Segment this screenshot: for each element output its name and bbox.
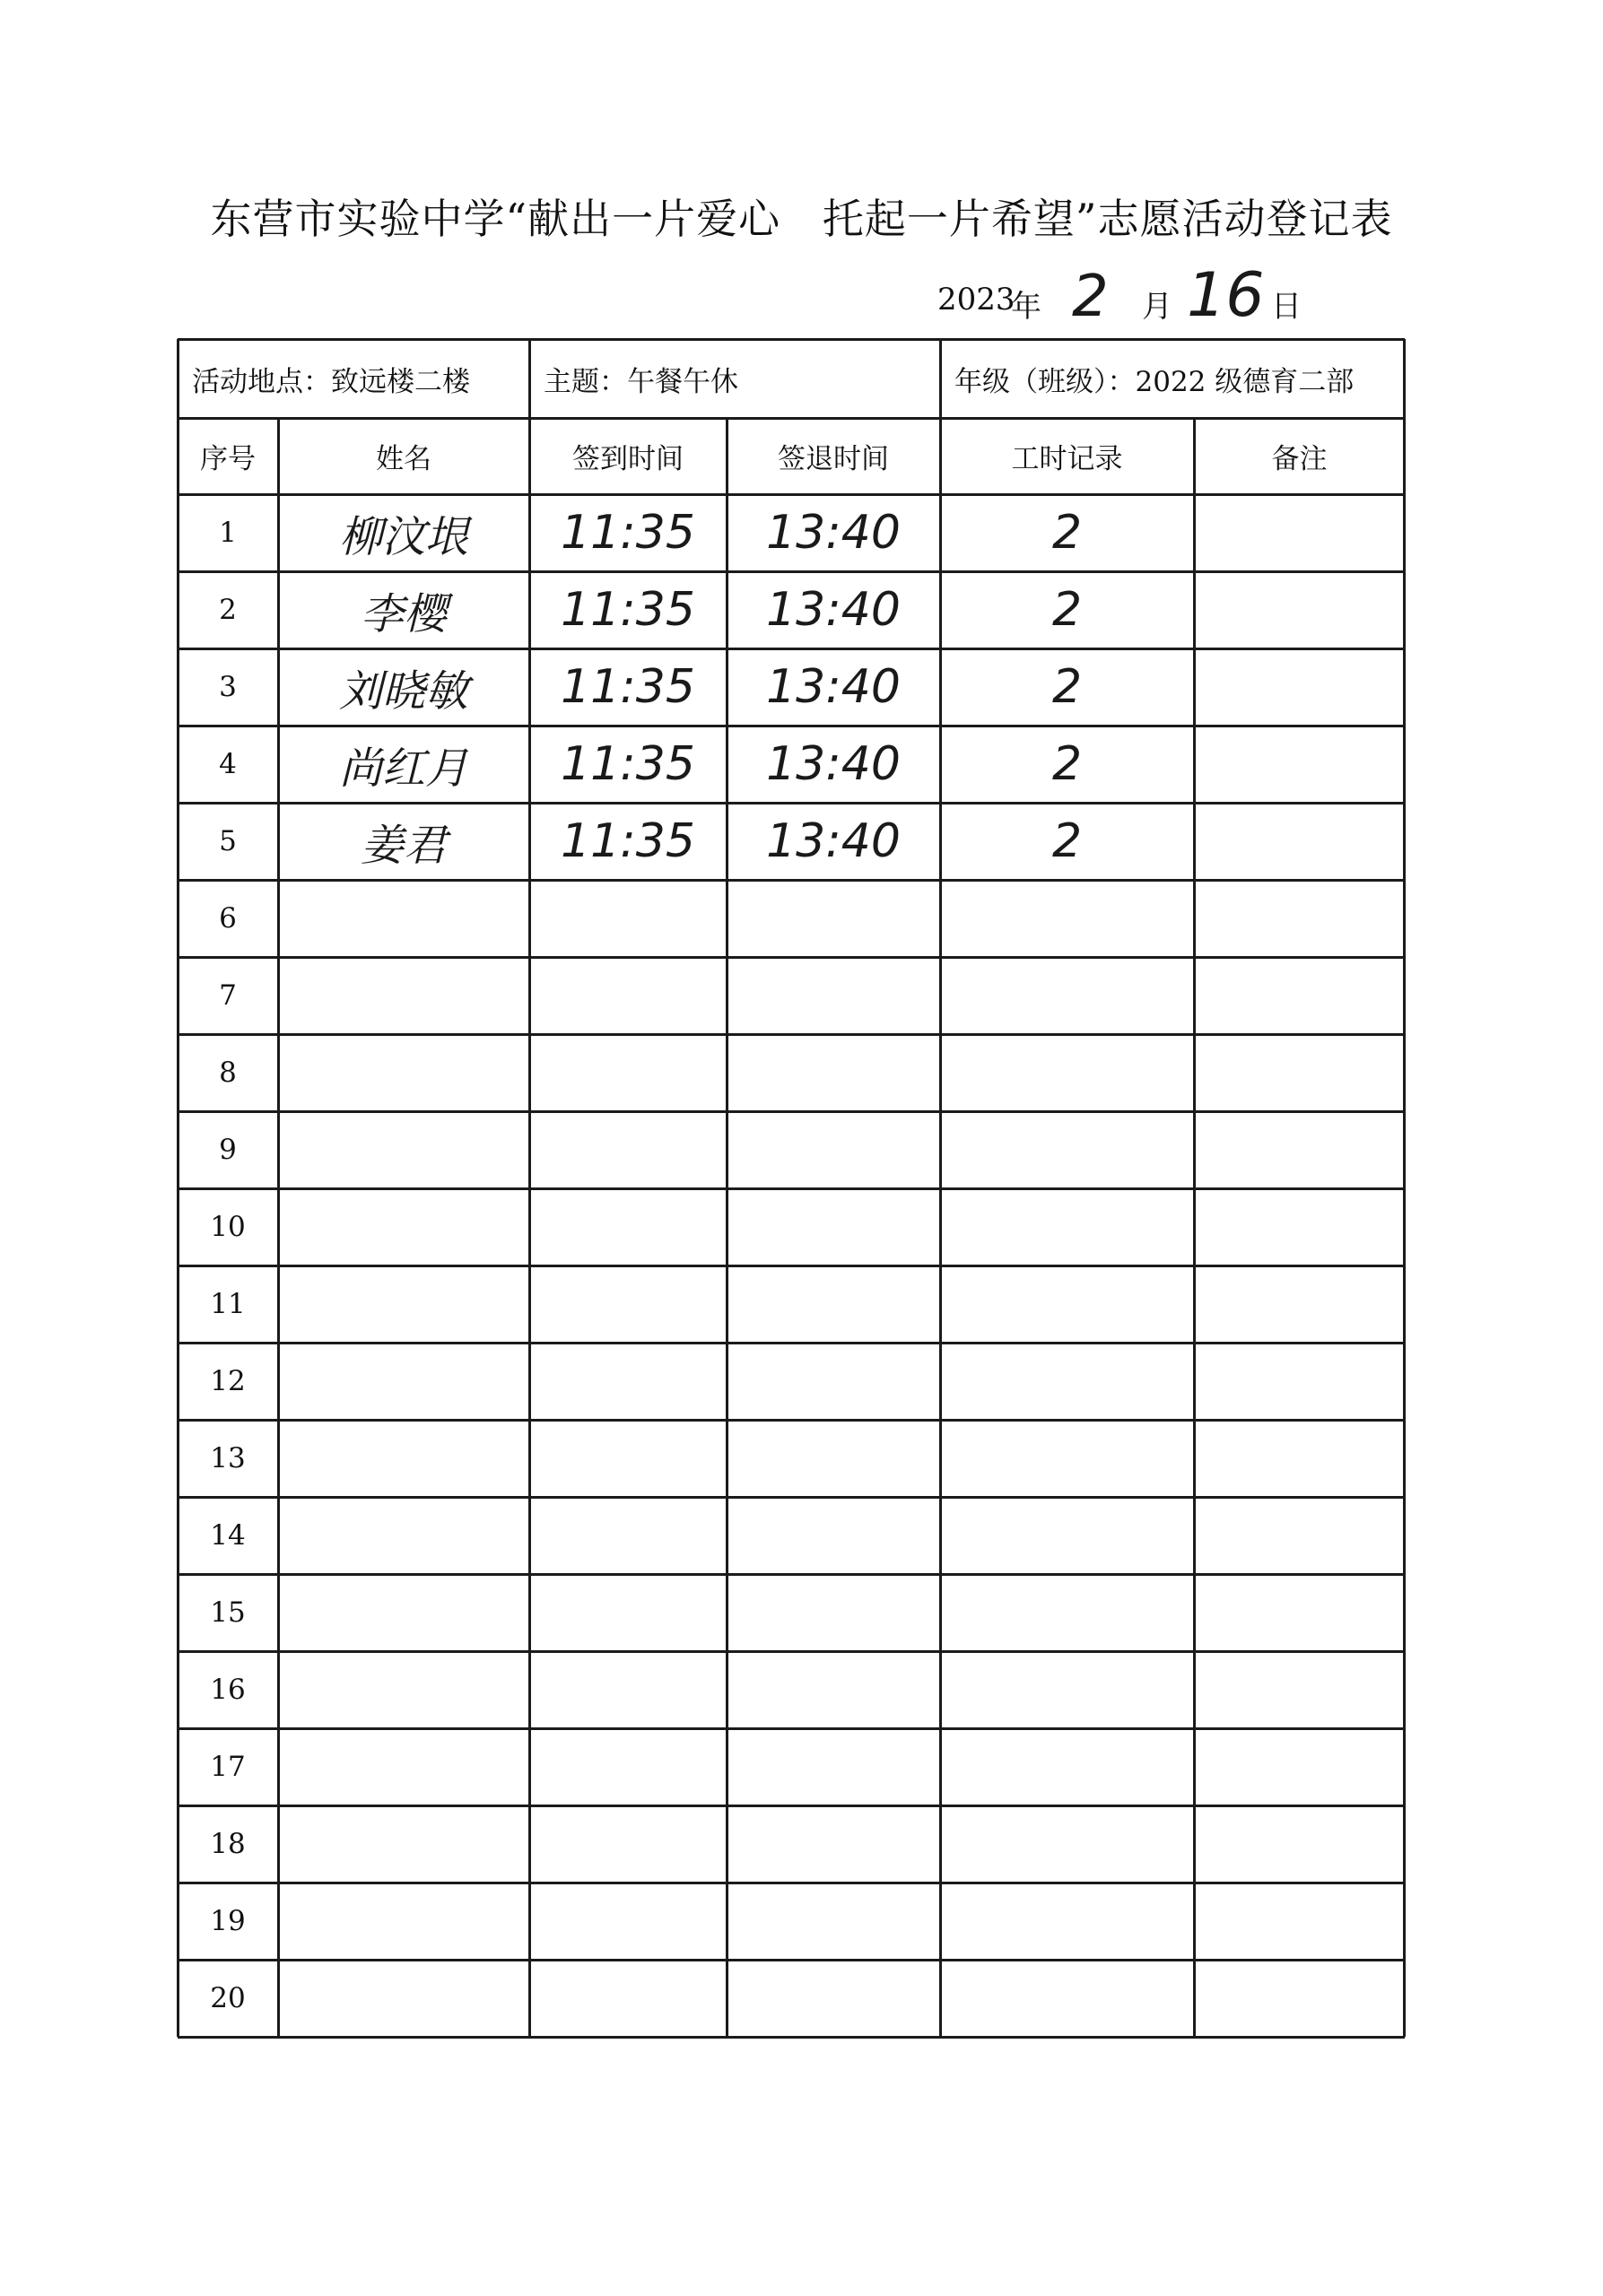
row-checkin [529,1265,727,1343]
row-checkin [529,1111,727,1188]
row-checkout: 13:40 [766,583,901,637]
row-checkout [727,1883,940,1960]
row-name: 刘晓敏 [338,665,468,717]
row-hours [940,1265,1194,1343]
row-checkin [529,1651,727,1728]
row-name [278,1034,529,1111]
row-note [1194,1420,1405,1497]
row-checkout [727,1574,940,1651]
row-number: 16 [210,1674,246,1706]
row-name [278,957,529,1034]
row-name [278,1111,529,1188]
row-hours [940,1034,1194,1111]
row-checkout: 13:40 [766,814,901,868]
date-year-label: 年 [1011,289,1041,325]
row-note [1194,1497,1405,1574]
row-checkin: 11:35 [561,660,695,714]
row-checkin: 11:35 [561,583,695,637]
row-note [1194,880,1405,957]
date-line [937,260,1332,341]
row-name [278,1651,529,1728]
row-number: 10 [210,1211,246,1243]
row-checkin [529,1188,727,1265]
info-location: 活动地点：致远楼二楼 [192,365,470,398]
row-note [1194,1574,1405,1651]
row-hours: 2 [1051,814,1083,868]
row-note [1194,726,1405,803]
row-name: 柳汶垠 [338,511,468,562]
row-number: 11 [210,1288,246,1320]
row-checkout [727,1111,940,1188]
row-hours [940,1883,1194,1960]
row-number: 20 [210,1982,246,2014]
row-note [1194,648,1405,726]
row-note [1194,1265,1405,1343]
row-checkin: 11:35 [561,506,695,560]
row-hours [940,1497,1194,1574]
row-name [278,1883,529,1960]
row-checkout: 13:40 [766,506,901,560]
row-checkout [727,880,940,957]
row-name [278,1265,529,1343]
row-checkin [529,1420,727,1497]
row-note [1194,1111,1405,1188]
row-hours: 2 [1051,660,1083,714]
row-note [1194,494,1405,571]
row-checkin [529,957,727,1034]
row-note [1194,1883,1405,1960]
row-name [278,1960,529,2037]
row-checkin [529,1574,727,1651]
row-checkout [727,1188,940,1265]
row-name: 姜君 [360,820,447,871]
row-name [278,1805,529,1883]
row-number: 17 [210,1751,246,1783]
row-name: 尚红月 [338,743,468,794]
date-day: 16 [1187,260,1265,331]
row-number: 4 [219,748,237,780]
date-month-label: 月 [1142,289,1172,325]
row-number: 2 [219,594,237,626]
page-title: 东营市实验中学“献出一片爱心 托起一片希望”志愿活动登记表 [210,195,1393,243]
row-hours: 2 [1051,583,1083,637]
header-name: 姓名 [376,443,431,475]
row-note [1194,571,1405,648]
row-checkout [727,1420,940,1497]
row-number: 19 [210,1905,246,1937]
row-checkout [727,1805,940,1883]
date-month: 2 [1072,264,1109,330]
row-checkout [727,1960,940,2037]
header-hours: 工时记录 [1011,443,1123,475]
row-note [1194,1728,1405,1805]
row-note [1194,1651,1405,1728]
row-hours [940,1960,1194,2037]
row-hours [940,880,1194,957]
header-checkin: 签到时间 [572,443,684,475]
date-year: 2023 [937,282,1015,317]
row-hours [940,1728,1194,1805]
row-name [278,1574,529,1651]
row-number: 14 [210,1519,246,1552]
row-checkin [529,1805,727,1883]
row-number: 3 [219,671,237,703]
row-number: 7 [219,979,237,1012]
row-hours [940,1805,1194,1883]
row-hours [940,1343,1194,1420]
row-hours [940,1420,1194,1497]
row-checkout [727,1497,940,1574]
row-checkin [529,1343,727,1420]
row-hours [940,1574,1194,1651]
row-number: 5 [219,825,237,857]
row-checkout [727,1265,940,1343]
row-checkout [727,1034,940,1111]
row-name [278,1343,529,1420]
row-checkout: 13:40 [766,660,901,714]
row-hours [940,1651,1194,1728]
row-name [278,880,529,957]
row-checkin [529,1883,727,1960]
info-grade: 年级（班级）：2022 级德育二部 [954,365,1355,398]
row-checkout [727,1343,940,1420]
info-topic: 主题：午餐午休 [544,365,738,398]
row-name [278,1188,529,1265]
row-number: 6 [219,902,237,935]
row-name: 李樱 [360,588,447,639]
row-number: 18 [210,1828,246,1860]
row-note [1194,1343,1405,1420]
header-checkout: 签退时间 [778,443,889,475]
row-checkin [529,880,727,957]
row-checkout: 13:40 [766,737,901,791]
row-note [1194,1034,1405,1111]
row-number: 13 [210,1442,246,1474]
row-hours [940,957,1194,1034]
row-checkout [727,1728,940,1805]
row-number: 12 [210,1365,246,1397]
row-note [1194,1805,1405,1883]
row-note [1194,1188,1405,1265]
row-number: 15 [210,1596,246,1629]
row-number: 9 [219,1134,237,1166]
row-note [1194,803,1405,880]
row-note [1194,1960,1405,2037]
registration-table [178,339,1405,2036]
row-checkin [529,1497,727,1574]
row-checkout [727,1651,940,1728]
row-checkin: 11:35 [561,737,695,791]
row-name [278,1420,529,1497]
row-hours [940,1111,1194,1188]
date-day-label: 日 [1271,289,1302,325]
row-name [278,1728,529,1805]
row-checkout [727,957,940,1034]
row-hours: 2 [1051,506,1083,560]
row-note [1194,957,1405,1034]
header-serial: 序号 [200,443,256,475]
row-name [278,1497,529,1574]
header-note: 备注 [1271,443,1328,475]
row-number: 8 [219,1057,237,1089]
row-checkin [529,1728,727,1805]
row-checkin [529,1960,727,2037]
row-checkin [529,1034,727,1111]
row-hours: 2 [1051,737,1083,791]
row-hours [940,1188,1194,1265]
row-checkin: 11:35 [561,814,695,868]
row-number: 1 [219,517,237,549]
